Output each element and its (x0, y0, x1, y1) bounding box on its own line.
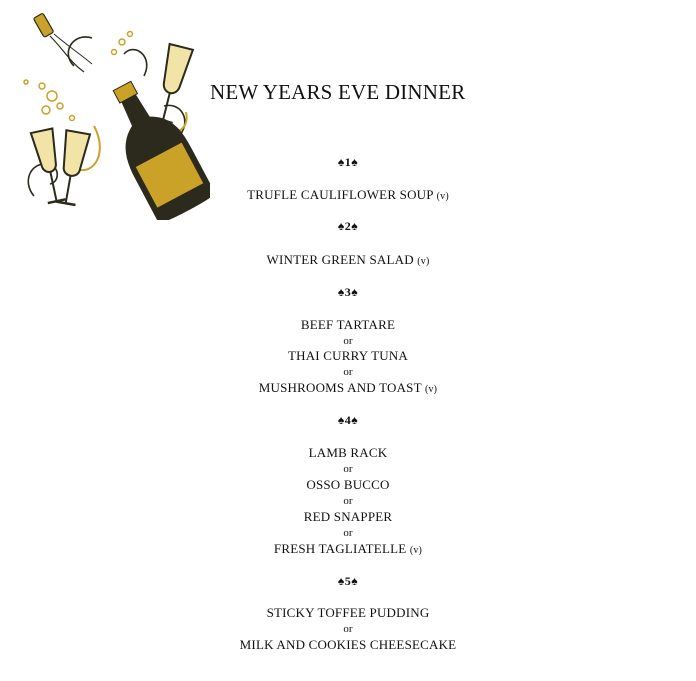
dish-name: STICKY TOFFEE PUDDING (266, 605, 430, 620)
vegetarian-marker: (v) (409, 545, 423, 556)
course-number: ♠3♠ (337, 285, 359, 299)
or-separator: or (343, 366, 353, 378)
dish-item (0, 446, 696, 459)
course-number: ♠5♠ (337, 574, 359, 588)
page-title: NEW YEARS EVE DINNER (210, 80, 466, 104)
dish-item (0, 638, 696, 651)
dish-name: TRUFLE CAULIFLOWER SOUP (247, 187, 434, 202)
dish-item (0, 188, 696, 202)
dish-item (0, 318, 696, 331)
dish-name: FRESH TAGLIATELLE (273, 541, 407, 556)
or-separator: or (343, 527, 353, 539)
dish-item (0, 542, 696, 556)
dish-name: LAMB RACK (308, 445, 388, 460)
dish-name: THAI CURRY TUNA (287, 348, 408, 363)
vegetarian-marker: (v) (424, 384, 438, 395)
or-separator: or (343, 623, 353, 635)
dish-item (0, 381, 696, 395)
dish-name: MILK AND COOKIES CHEESECAKE (239, 637, 457, 652)
course-number: ♠1♠ (337, 155, 359, 169)
dish-name: BEEF TARTARE (300, 317, 396, 332)
dish-name: WINTER GREEN SALAD (266, 252, 414, 267)
vegetarian-marker: (v) (436, 191, 449, 202)
course-number: ♠4♠ (337, 413, 359, 427)
dish-name: OSSO BUCCO (306, 477, 390, 492)
dish-name: MUSHROOMS AND TOAST (258, 380, 422, 395)
dish-name: RED SNAPPER (303, 509, 393, 524)
vegetarian-marker: (v) (417, 256, 430, 267)
dish-item (0, 253, 696, 267)
dish-item (0, 606, 696, 619)
course-number: ♠2♠ (337, 219, 359, 233)
or-separator: or (343, 495, 353, 507)
or-separator: or (343, 335, 353, 347)
dish-item (0, 478, 696, 491)
or-separator: or (343, 463, 353, 475)
dish-item (0, 510, 696, 523)
dish-item (0, 349, 696, 362)
